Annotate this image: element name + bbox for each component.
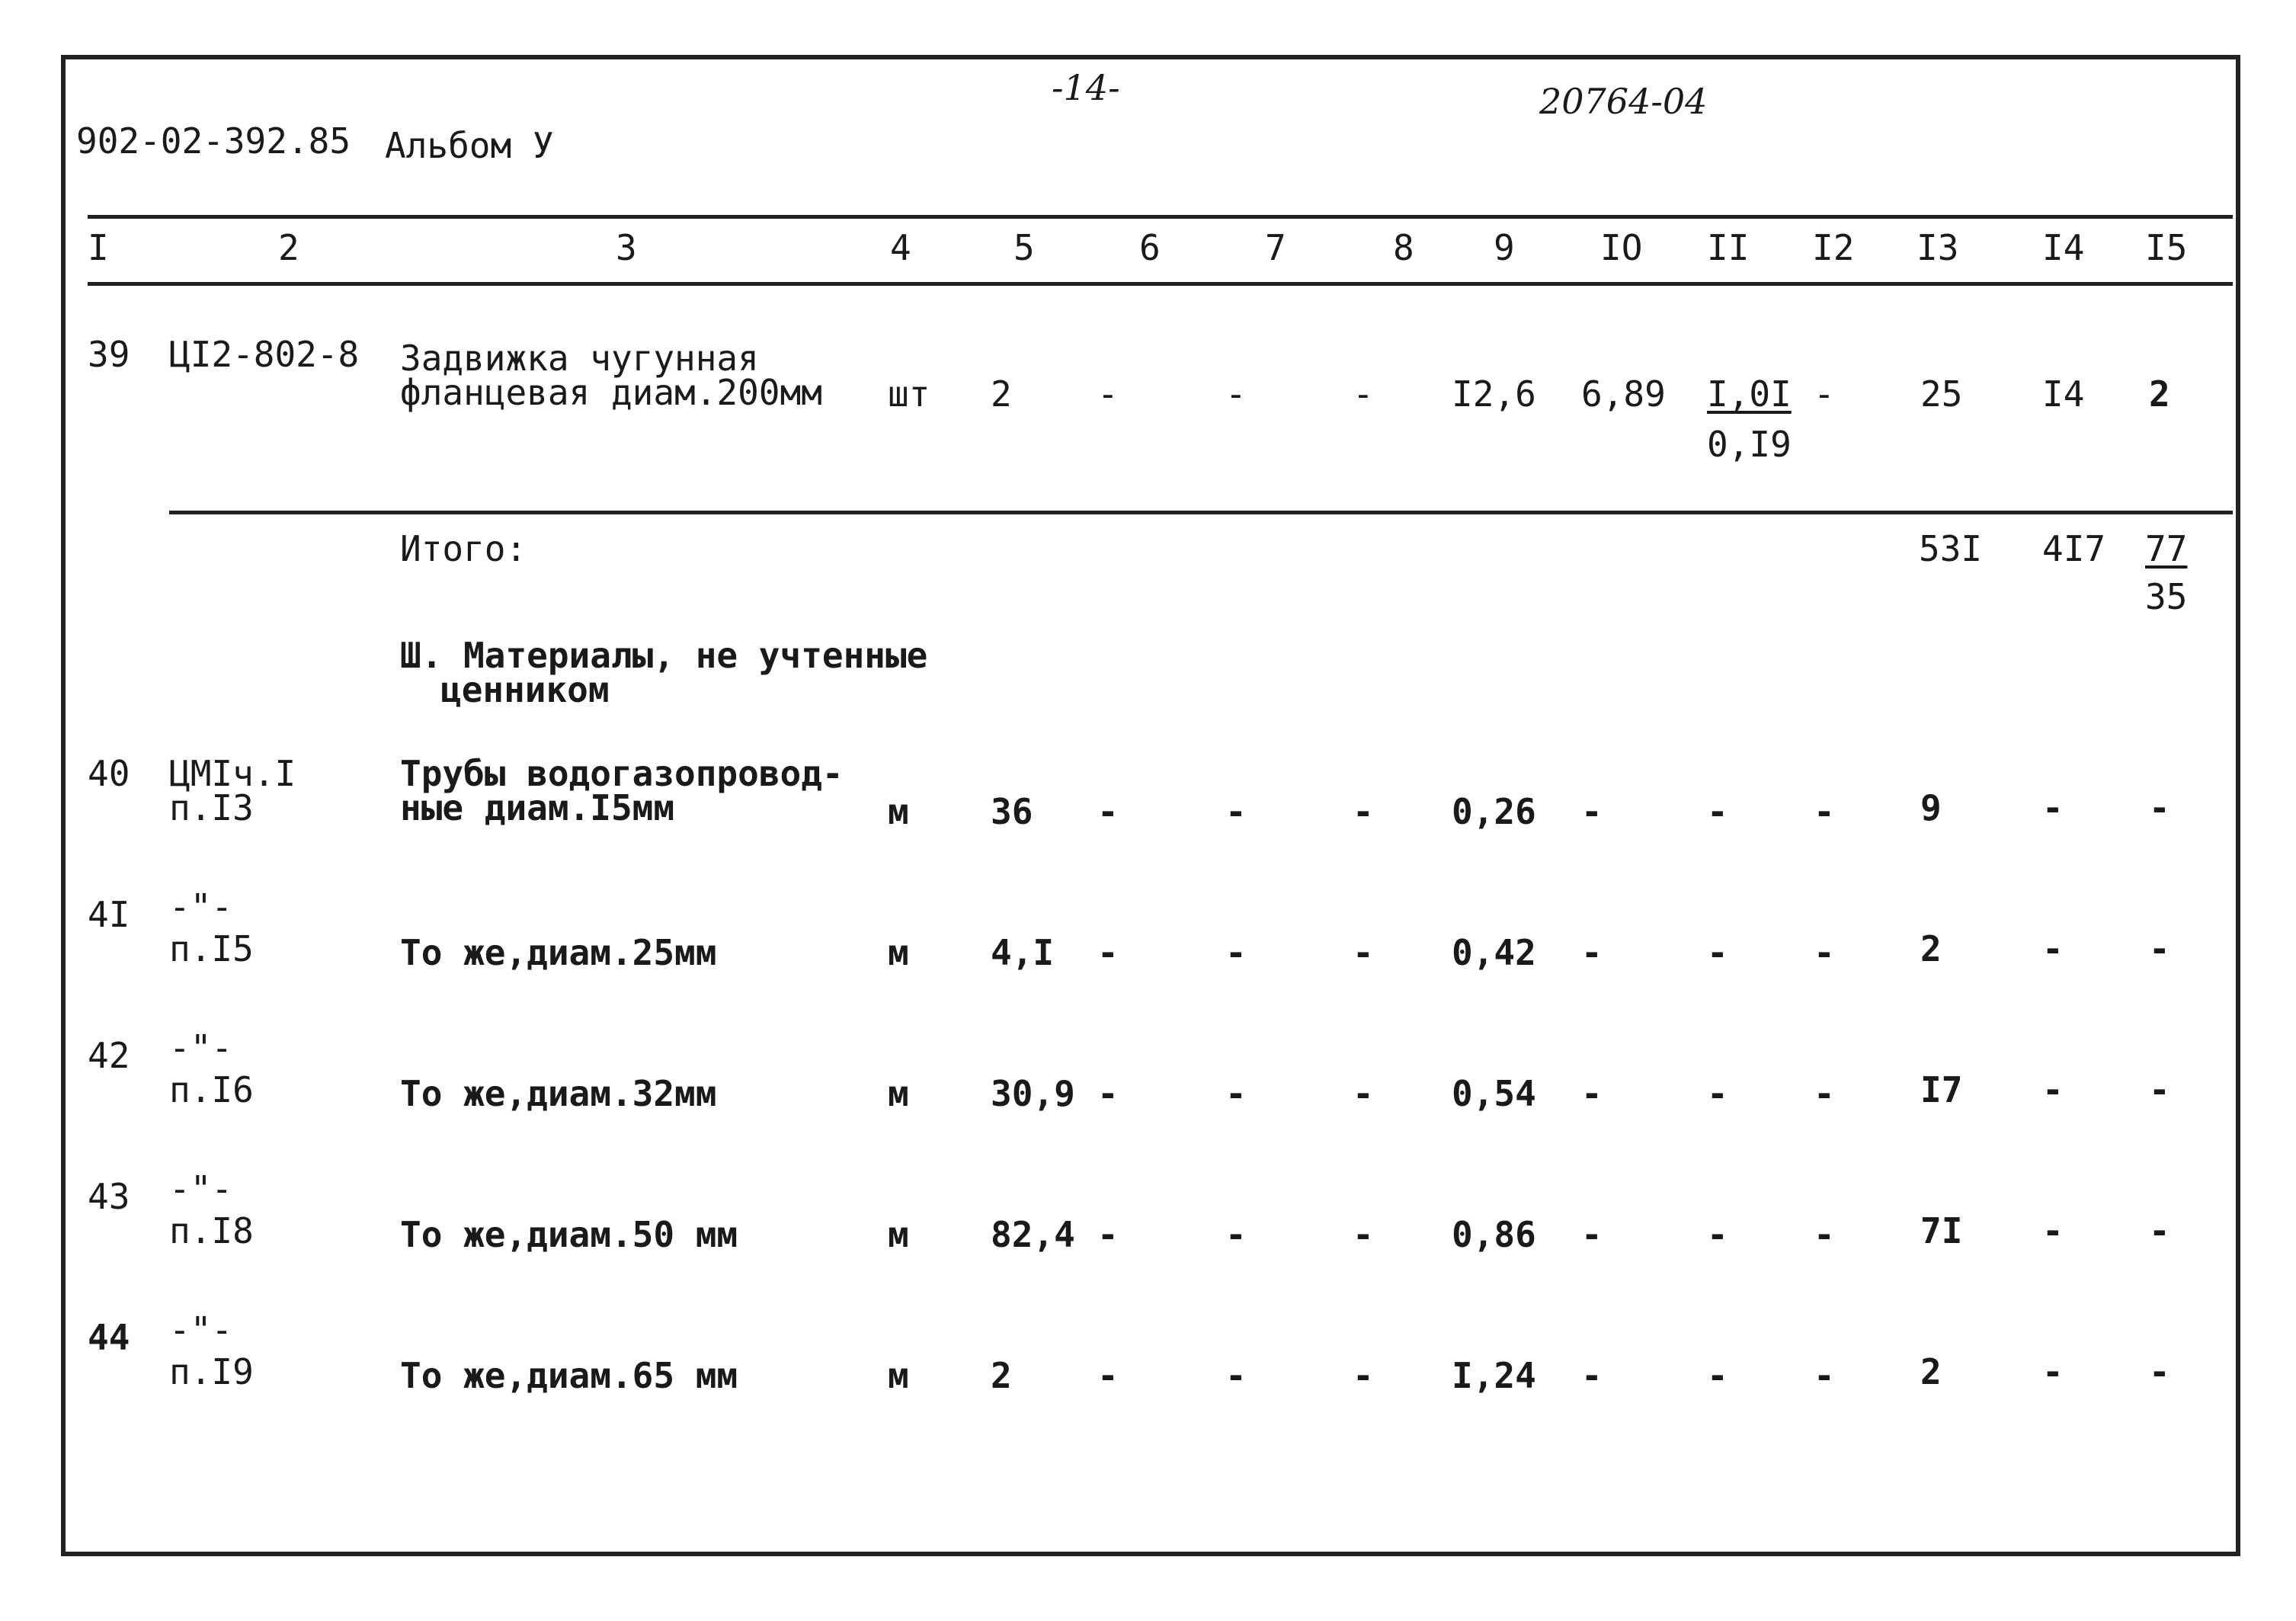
row-col8: - xyxy=(1353,1073,1374,1114)
row-col15: - xyxy=(2149,1069,2170,1110)
column-header-6: 6 xyxy=(1139,227,1161,268)
row-code-line1: ЦМIч.I xyxy=(169,753,296,794)
row-unit: м xyxy=(888,1355,909,1396)
total-rule xyxy=(169,511,2233,514)
row-quantity: 2 xyxy=(991,373,1012,415)
row-col7: - xyxy=(1225,373,1247,415)
page-number: -14- xyxy=(1052,67,1120,108)
row-code-line1: -"- xyxy=(169,1168,233,1209)
row-unit: шт xyxy=(888,373,930,415)
row-number: 44 xyxy=(88,1317,130,1358)
row-col15: - xyxy=(2149,1210,2170,1251)
row-description: То же,диам.25мм xyxy=(400,932,717,973)
column-header-5: 5 xyxy=(1014,227,1035,268)
row-col15: - xyxy=(2149,1351,2170,1392)
row-col13: 9 xyxy=(1920,787,1942,828)
row-description-line2: ные диам.I5мм xyxy=(400,787,675,828)
row-col15: - xyxy=(2149,787,2170,828)
row-col10: - xyxy=(1581,1073,1603,1114)
row-quantity: 36 xyxy=(991,791,1033,832)
column-header-9: 9 xyxy=(1494,227,1515,268)
row-quantity: 2 xyxy=(991,1355,1012,1396)
row-description: То же,диам.50 мм xyxy=(400,1214,738,1255)
column-header-top-rule xyxy=(88,215,2233,219)
row-col14: I4 xyxy=(2042,373,2085,415)
row-col11: - xyxy=(1707,791,1728,832)
row-code-line1: -"- xyxy=(169,1309,233,1350)
column-header-10: IO xyxy=(1600,227,1643,268)
row-col7: - xyxy=(1225,1355,1247,1396)
row-col8: - xyxy=(1353,932,1374,973)
document-code: 902-02-392.85 xyxy=(76,120,351,162)
row-col10: 6,89 xyxy=(1581,373,1666,415)
column-header-bottom-rule xyxy=(88,282,2233,286)
row-col8: - xyxy=(1353,791,1374,832)
row-description-line1: Задвижка чугунная xyxy=(400,338,759,379)
row-col14: - xyxy=(2042,787,2064,828)
row-col14: - xyxy=(2042,1210,2064,1251)
row-col10: - xyxy=(1581,1355,1603,1396)
total-col14: 4I7 xyxy=(2042,528,2106,569)
row-col6: - xyxy=(1097,1073,1119,1114)
row-col9: 0,26 xyxy=(1452,791,1536,832)
row-unit: м xyxy=(888,1214,909,1255)
row-col12: - xyxy=(1814,1355,1835,1396)
column-header-2: 2 xyxy=(278,227,299,268)
row-code-line2: п.I5 xyxy=(169,928,254,969)
row-unit: м xyxy=(888,932,909,973)
row-description: То же,диам.32мм xyxy=(400,1073,717,1114)
row-col14: - xyxy=(2042,928,2064,969)
row-code-line1: -"- xyxy=(169,886,233,927)
section-title-line2: ценником xyxy=(440,669,610,710)
row-col9: 0,54 xyxy=(1452,1073,1536,1114)
row-col13: 25 xyxy=(1920,373,1963,415)
row-code-line2: п.I8 xyxy=(169,1210,254,1251)
row-description-line2: фланцевая диам.200мм xyxy=(400,372,822,413)
row-col13: 7I xyxy=(1920,1210,1963,1251)
row-number: 40 xyxy=(88,753,130,794)
total-label: Итого: xyxy=(400,528,527,569)
row-col12: - xyxy=(1814,1214,1835,1255)
row-col6: - xyxy=(1097,932,1119,973)
row-col6: - xyxy=(1097,1355,1119,1396)
row-col7: - xyxy=(1225,1214,1247,1255)
archive-number: 20764-04 xyxy=(1539,81,1708,122)
row-quantity: 82,4 xyxy=(991,1214,1075,1255)
row-col12: - xyxy=(1814,932,1835,973)
row-code-line2: п.I6 xyxy=(169,1069,254,1110)
row-col13: 2 xyxy=(1920,1351,1942,1392)
row-col6: - xyxy=(1097,1214,1119,1255)
row-col12: - xyxy=(1814,1073,1835,1114)
row-number: 4I xyxy=(88,894,130,935)
total-col15-bottom: 35 xyxy=(2145,576,2188,617)
row-col11-bottom: 0,I9 xyxy=(1707,424,1792,465)
row-col11: - xyxy=(1707,932,1728,973)
row-description-line1: Трубы водогазопровод- xyxy=(400,753,844,794)
section-title-line1: Ш. Материалы, не учтенные xyxy=(400,635,928,676)
row-col13: 2 xyxy=(1920,928,1942,969)
row-col14: - xyxy=(2042,1351,2064,1392)
row-code: ЦI2-802-8 xyxy=(169,334,360,375)
row-col15: 2 xyxy=(2149,373,2170,415)
row-col7: - xyxy=(1225,1073,1247,1114)
total-col15-top: 77 xyxy=(2145,528,2188,569)
row-number: 43 xyxy=(88,1176,130,1217)
row-col9: 0,86 xyxy=(1452,1214,1536,1255)
row-unit: м xyxy=(888,791,909,832)
column-header-4: 4 xyxy=(890,227,911,268)
row-quantity: 30,9 xyxy=(991,1073,1075,1114)
row-col7: - xyxy=(1225,932,1247,973)
row-quantity: 4,I xyxy=(991,932,1055,973)
row-description: То же,диам.65 мм xyxy=(400,1355,738,1396)
column-header-3: 3 xyxy=(616,227,637,268)
row-col14: - xyxy=(2042,1069,2064,1110)
row-col11-top: I,0I xyxy=(1707,373,1792,415)
row-code-line2: п.I3 xyxy=(169,787,254,828)
row-unit: м xyxy=(888,1073,909,1114)
column-header-11: II xyxy=(1707,227,1750,268)
row-col11: - xyxy=(1707,1355,1728,1396)
column-header-8: 8 xyxy=(1393,227,1414,268)
column-header-14: I4 xyxy=(2042,227,2085,268)
row-col9: I,24 xyxy=(1452,1355,1536,1396)
row-col6: - xyxy=(1097,791,1119,832)
row-col12: - xyxy=(1814,791,1835,832)
row-col9: I2,6 xyxy=(1452,373,1536,415)
row-col15: - xyxy=(2149,928,2170,969)
row-code-line2: п.I9 xyxy=(169,1351,254,1392)
row-col9: 0,42 xyxy=(1452,932,1536,973)
row-col10: - xyxy=(1581,932,1603,973)
row-col7: - xyxy=(1225,791,1247,832)
row-code-line1: -"- xyxy=(169,1027,233,1068)
row-col10: - xyxy=(1581,1214,1603,1255)
row-number: 42 xyxy=(88,1035,130,1076)
row-col6: - xyxy=(1097,373,1119,415)
row-col11: - xyxy=(1707,1214,1728,1255)
row-col11: - xyxy=(1707,1073,1728,1114)
row-col12: - xyxy=(1814,373,1835,415)
album-label: Альбом У xyxy=(385,125,554,166)
column-header-12: I2 xyxy=(1812,227,1855,268)
column-header-1: I xyxy=(88,227,109,268)
page-frame xyxy=(61,55,2240,1556)
row-col8: - xyxy=(1353,1355,1374,1396)
row-number: 39 xyxy=(88,334,130,375)
row-col8: - xyxy=(1353,1214,1374,1255)
row-col8: - xyxy=(1353,373,1374,415)
column-header-7: 7 xyxy=(1265,227,1286,268)
row-col13: I7 xyxy=(1920,1069,1963,1110)
total-col13: 53I xyxy=(1919,528,1983,569)
column-header-15: I5 xyxy=(2145,227,2188,268)
row-col10: - xyxy=(1581,791,1603,832)
column-header-13: I3 xyxy=(1917,227,1959,268)
